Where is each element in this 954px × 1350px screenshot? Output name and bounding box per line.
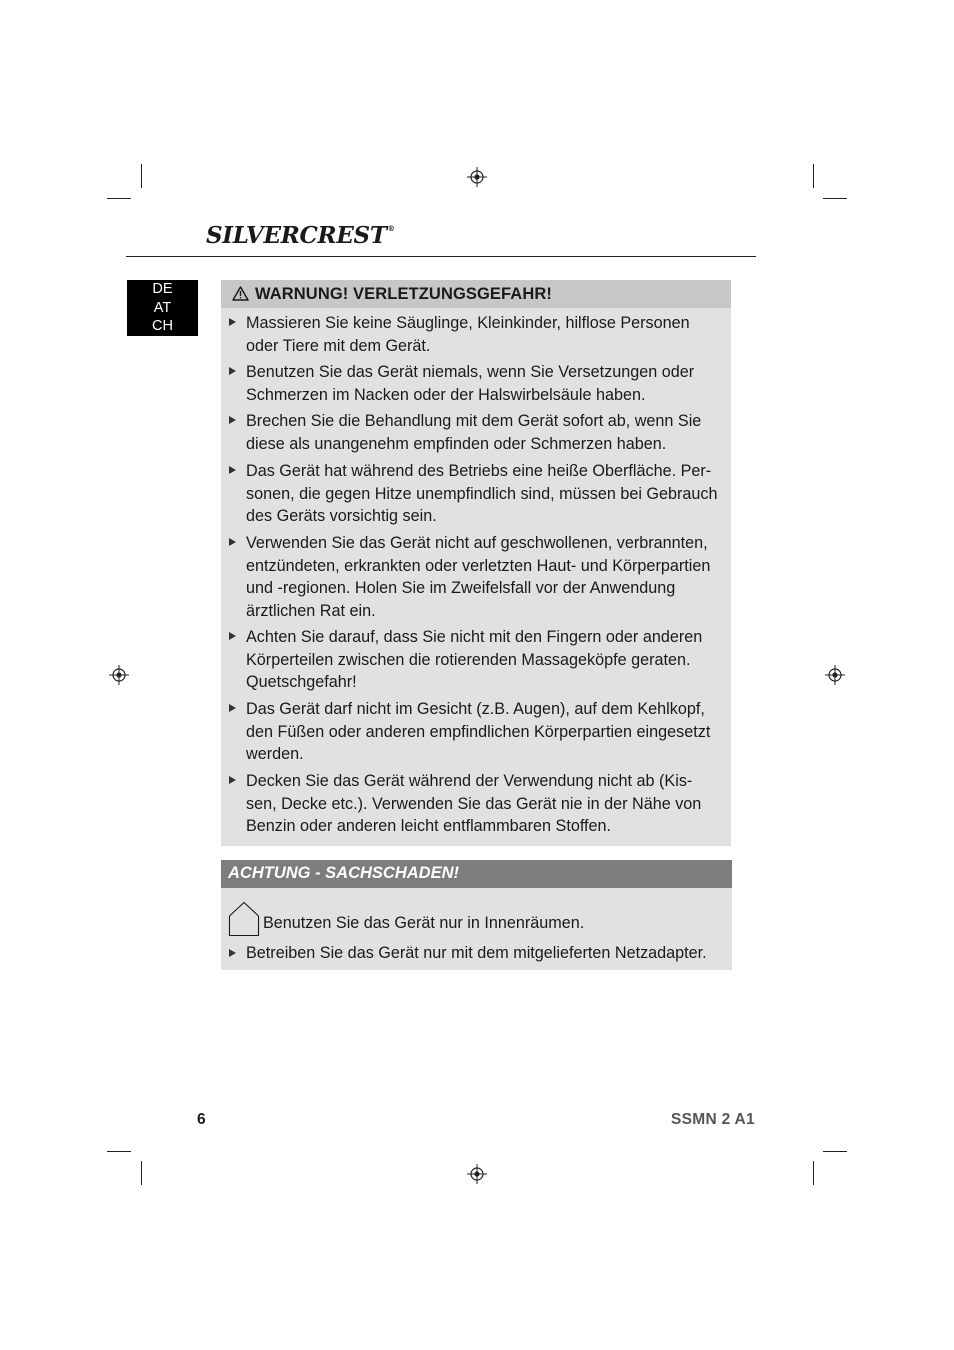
- item-line: Achten Sie darauf, dass Sie nicht mit den Fingern oder anderen: [246, 628, 703, 646]
- crop-mark: [141, 164, 142, 188]
- list-item: [246, 942, 707, 964]
- item-line: Das Gerät darf nicht im Gesicht (z.B. Augen), auf dem Kehlkopf,: [246, 700, 705, 718]
- indoor-use-text: Benutzen Sie das Gerät nur in Innenräumen.: [263, 914, 585, 932]
- item-line: Das Gerät hat während des Betriebs eine heiße Oberfläche. Per-: [246, 462, 712, 480]
- list-item: [246, 312, 728, 357]
- bullet-arrow-icon: [229, 538, 236, 546]
- item-line: sen, Decke etc.). Verwenden Sie das Gerät nie in der Nähe von: [246, 794, 702, 813]
- page-number: 6: [197, 1111, 206, 1128]
- language-badge: [127, 280, 198, 336]
- item-line: Verwenden Sie das Gerät nicht auf geschwollenen, verbrannten,: [246, 534, 708, 552]
- warning-triangle-icon: [232, 286, 249, 301]
- language-code: AT: [153, 299, 172, 316]
- crop-mark: [823, 198, 847, 199]
- crop-mark: [813, 1161, 814, 1185]
- indoor-house-icon: [228, 901, 260, 937]
- bullet-arrow-icon: [229, 776, 236, 784]
- item-line: Benzin oder anderen leicht entflammbaren Stoffen.: [246, 817, 612, 835]
- list-item: [246, 532, 728, 622]
- bullet-arrow-icon: [229, 466, 236, 474]
- list-item: [246, 410, 728, 455]
- caution-header: [221, 860, 732, 888]
- registration-mark-icon: [467, 1164, 487, 1184]
- list-item: [246, 770, 728, 838]
- bullet-arrow-icon: [229, 367, 236, 375]
- item-line: oder Tiere mit dem Gerät.: [246, 336, 431, 355]
- warning-header: [221, 280, 731, 308]
- adapter-text: Betreiben Sie das Gerät nur mit dem mitgelieferten Netzadapter.: [246, 944, 707, 962]
- item-line: Brechen Sie die Behandlung mit dem Gerät sofort ab, wenn Sie: [246, 412, 702, 430]
- list-item: [246, 460, 728, 528]
- registration-mark-icon: [825, 665, 845, 685]
- item-line: Schmerzen im Nacken oder der Halswirbelsäule haben.: [246, 385, 646, 404]
- crop-mark: [823, 1151, 847, 1152]
- crop-mark: [141, 1161, 142, 1185]
- crop-mark: [813, 164, 814, 188]
- item-line: Körperteilen zwischen die rotierenden Massageköpfe geraten.: [246, 650, 691, 669]
- brand-name: SILVERCREST: [206, 222, 387, 249]
- crop-mark: [107, 1151, 131, 1152]
- bullet-arrow-icon: [229, 704, 236, 712]
- item-line: entzündeten, erkrankten oder verletzten Haut- und Körperpartien: [246, 556, 711, 575]
- language-code: DE: [152, 281, 173, 297]
- bullet-arrow-icon: [229, 318, 236, 326]
- caution-box: [221, 888, 732, 970]
- header-divider: [126, 256, 756, 257]
- item-line: Benutzen Sie das Gerät niemals, wenn Sie Versetzungen oder: [246, 363, 695, 381]
- item-line: und -regionen. Holen Sie im Zweifelsfall vor der Anwendung: [246, 579, 676, 597]
- registration-mark-icon: [467, 167, 487, 187]
- bullet-arrow-icon: [229, 632, 236, 640]
- caution-title: ACHTUNG - SACHSCHADEN!: [228, 864, 459, 882]
- item-line: des Geräts vorsichtig sein.: [246, 507, 437, 525]
- list-item: [246, 626, 728, 694]
- item-line: ärztlichen Rat ein.: [246, 601, 376, 620]
- list-item: [246, 361, 728, 406]
- warning-title: WARNUNG! VERLETZUNGSGEFAHR!: [255, 285, 552, 303]
- item-line: werden.: [246, 745, 304, 763]
- registration-mark-icon: [109, 665, 129, 685]
- bullet-arrow-icon: [229, 416, 236, 424]
- list-item: [246, 698, 728, 766]
- item-line: den Füßen oder anderen empfindlichen Körperpartien eingesetzt: [246, 722, 711, 741]
- item-line: diese als unangenehm empfinden oder Schmerzen haben.: [246, 434, 667, 453]
- language-code: CH: [152, 318, 173, 334]
- crop-mark: [107, 198, 131, 199]
- registered-mark: ®: [387, 224, 395, 233]
- item-line: Quetschgefahr!: [246, 673, 357, 691]
- warning-box: [221, 280, 731, 846]
- item-line: Massieren Sie keine Säuglinge, Kleinkinder, hilflose Personen: [246, 314, 690, 332]
- brand-logo: [206, 222, 394, 249]
- bullet-arrow-icon: [229, 949, 236, 957]
- model-number: SSMN 2 A1: [671, 1111, 755, 1128]
- item-line: Decken Sie das Gerät während der Verwendung nicht ab (Kis-: [246, 772, 693, 790]
- item-line: sonen, die gegen Hitze unempfindlich sind, müssen bei Gebrauch: [246, 484, 718, 503]
